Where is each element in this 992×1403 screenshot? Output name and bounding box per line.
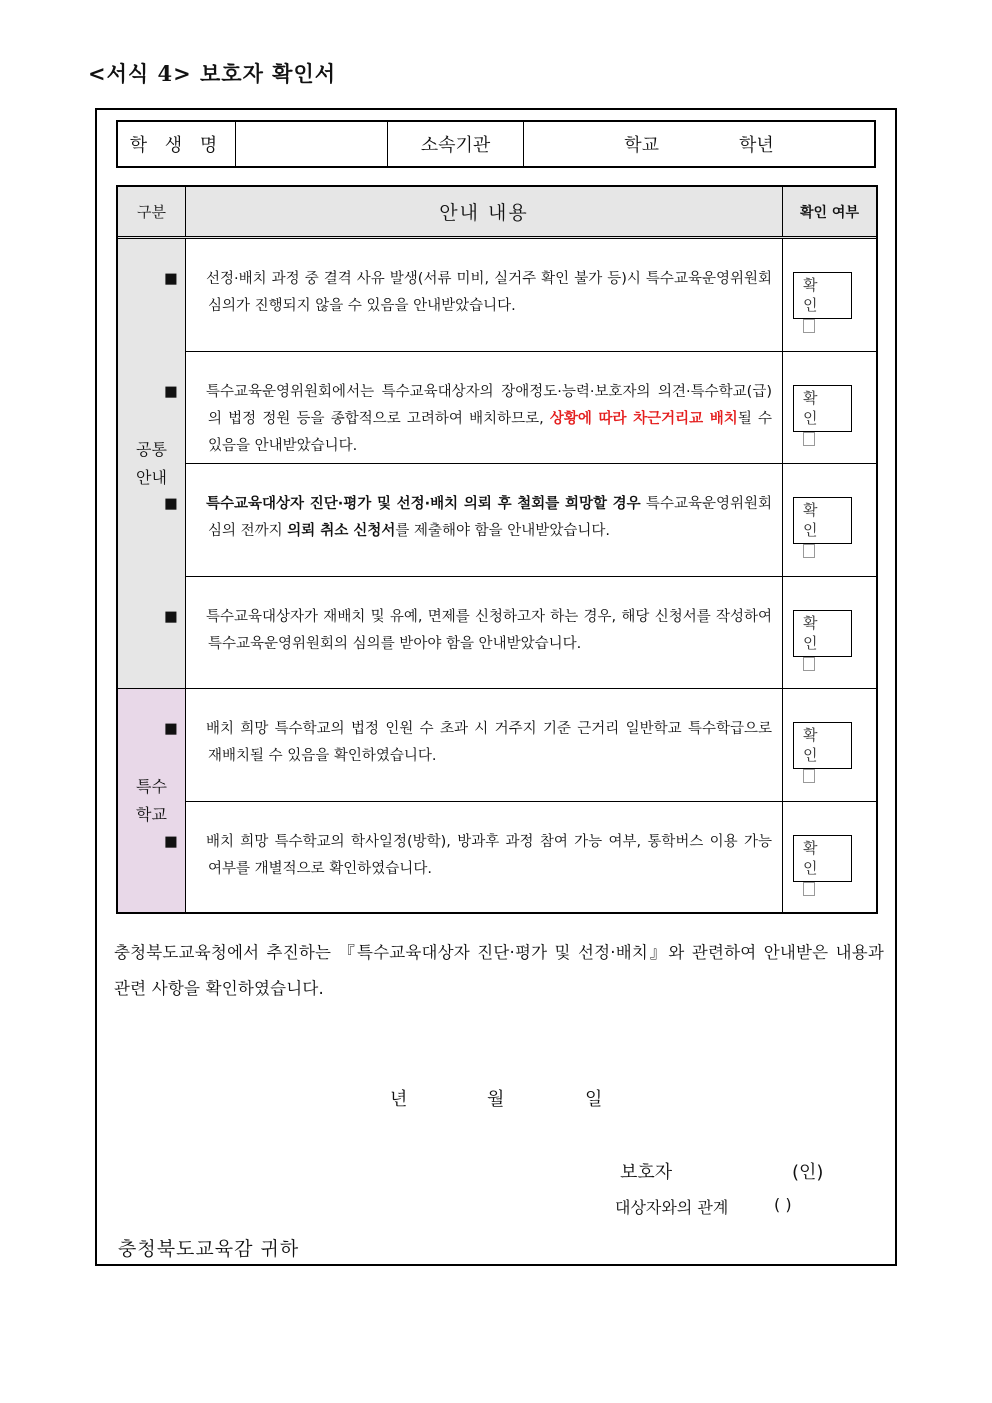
category-common-line1: 공통 — [136, 439, 167, 459]
guardian-label: 보호자 — [620, 1162, 673, 1183]
checkbox-icon — [803, 657, 815, 671]
row-content — [206, 834, 772, 877]
confirm-checkbox[interactable] — [793, 610, 852, 657]
checkbox-icon — [803, 769, 815, 783]
square-bullet-icon: ■ — [164, 834, 178, 850]
row-content — [206, 721, 772, 764]
student-name-label: 학 생 명 — [118, 122, 236, 166]
table-header — [118, 187, 876, 239]
row-text-segment: 선정·배치 과정 중 결격 사유 발생(서류 미비, 실거주 확인 불가 등)시 특수교육운영위원회 심의가 진행되지 않을 수 있음을 안내받았습니다. — [206, 271, 772, 314]
date-year-label: 년 — [390, 1089, 408, 1110]
confirm-label: 확 인 — [803, 501, 830, 539]
header-check: 확인 여부 — [800, 204, 859, 221]
confirm-label: 확 인 — [803, 614, 830, 652]
checkbox-icon — [803, 432, 815, 446]
date-day-label: 일 — [585, 1089, 603, 1110]
row-text-segment: 특수교육대상자가 재배치 및 유예, 면제를 신청하고자 하는 경우, 해당 신청서를 작성하여 특수교육운영위원회의 심의를 받아야 함을 안내받았습니다. — [206, 609, 772, 652]
row-text — [164, 352, 783, 463]
confirm-checkbox[interactable] — [793, 722, 852, 769]
table-row — [164, 464, 876, 577]
school-label: 학교 — [624, 135, 659, 156]
checkbox-icon — [803, 882, 815, 896]
checkbox-icon — [803, 544, 815, 558]
form-title: <서식 4> 보호자 확인서 — [88, 61, 337, 86]
row-text-segment: 의뢰 취소 신청서 — [287, 523, 396, 539]
row-text-segment: 상황에 따라 차근거리교 배치 — [549, 411, 738, 427]
checkbox-icon — [803, 319, 815, 333]
confirmation-statement: 충청북도교육청에서 추진하는 『특수교육대상자 진단·평가 및 선정·배치』와 관련하여 안내받은 내용과 관련 사항을 확인하였습니다. — [114, 943, 884, 998]
org-label: 소속기관 — [388, 122, 524, 166]
grade-label: 학년 — [739, 135, 774, 156]
confirm-label: 확 인 — [803, 389, 830, 427]
confirm-label: 확 인 — [803, 839, 830, 877]
student-info-table — [116, 120, 876, 168]
row-content — [206, 609, 772, 652]
row-text-segment: 특수교육대상자 진단·평가 및 선정·배치 의뢰 후 철회를 희망할 경우 — [206, 496, 641, 512]
student-name-field[interactable] — [236, 122, 388, 166]
category-special-line1: 특수 — [136, 776, 167, 796]
addressee: 충청북도교육감 귀하 — [118, 1238, 300, 1260]
row-text — [164, 689, 783, 801]
row-text-segment: 특수교육운영위원회 심의 전까지 — [208, 496, 772, 539]
header-content: 안내 내용 — [186, 187, 783, 236]
table-row — [164, 689, 876, 802]
header-category: 구분 — [118, 187, 186, 236]
table-row — [164, 239, 876, 352]
relation-field[interactable]: ( ) — [774, 1195, 792, 1214]
confirm-checkbox[interactable] — [793, 272, 852, 319]
confirm-label: 확 인 — [803, 276, 830, 314]
seal-label[interactable]: (인) — [792, 1162, 824, 1183]
category-special-line2: 학교 — [136, 804, 167, 824]
org-field[interactable] — [524, 122, 874, 166]
square-bullet-icon: ■ — [164, 609, 178, 625]
row-text-segment: 배치 희망 특수학교의 학사일정(방학), 방과후 과정 참여 가능 여부, 통학버스 이용 가능 여부를 개별적으로 확인하였습니다. — [206, 834, 772, 877]
table-row — [164, 352, 876, 464]
confirm-checkbox[interactable] — [793, 497, 852, 544]
square-bullet-icon: ■ — [164, 721, 178, 737]
row-text-segment: 특수교육운영위원회에서는 특수교육대상자의 장애정도·능력·보호자의 의견·특수학교(급)의 법정 정원 등을 종합적으로 고려하여 배치하므로, — [206, 384, 772, 427]
row-content — [206, 271, 772, 314]
row-content — [206, 496, 772, 539]
relation-label: 대상자와의 관계 — [615, 1198, 729, 1217]
category-common-line2: 안내 — [136, 467, 167, 487]
confirm-label: 확 인 — [803, 726, 830, 764]
table-row — [164, 577, 876, 689]
square-bullet-icon: ■ — [164, 271, 178, 287]
row-text — [164, 802, 783, 912]
table-row — [164, 802, 876, 912]
confirm-checkbox[interactable] — [793, 385, 852, 432]
confirm-checkbox[interactable] — [793, 835, 852, 882]
guidance-table — [116, 185, 878, 914]
row-text — [164, 577, 783, 688]
date-month-label: 월 — [487, 1089, 505, 1110]
row-content — [206, 384, 772, 454]
square-bullet-icon: ■ — [164, 384, 178, 400]
row-text-segment: 될 수 있음을 안내받았습니다. — [208, 411, 772, 454]
row-text-segment: 를 제출해야 함을 안내받았습니다. — [395, 523, 610, 539]
row-text — [164, 239, 783, 351]
square-bullet-icon: ■ — [164, 496, 178, 512]
row-text-segment: 배치 희망 특수학교의 법정 인원 수 초과 시 거주지 기준 근거리 일반학교 특수학급으로 재배치될 수 있음을 확인하였습니다. — [206, 721, 772, 764]
row-text — [164, 464, 783, 576]
